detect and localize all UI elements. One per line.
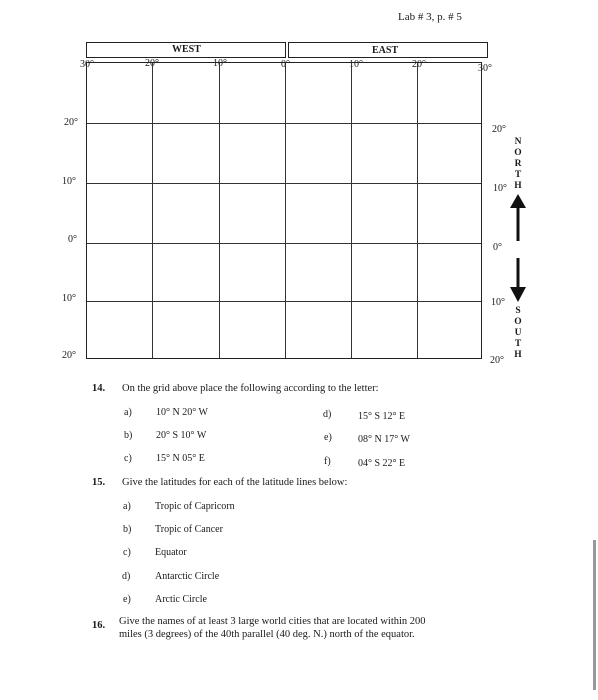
south-arrow-icon: [509, 258, 527, 307]
north-label: [513, 137, 523, 192]
latitude-label-left: 10°: [62, 293, 76, 304]
direction-letter: R: [514, 159, 522, 169]
q16-number: 16.: [92, 620, 106, 631]
latitude-label-right: 20°: [490, 355, 504, 366]
direction-letter: T: [514, 170, 522, 180]
q14-e-value: 08° N 17° W: [358, 434, 410, 445]
direction-letter: H: [514, 350, 522, 360]
longitude-label: 0°: [281, 59, 290, 70]
direction-letter: T: [514, 339, 522, 349]
q14-f-letter: f): [324, 456, 331, 467]
longitude-label: 10°: [349, 59, 363, 70]
latitude-label-right: 10°: [493, 183, 507, 194]
q14-c-value: 15° N 05° E: [156, 453, 205, 464]
direction-letter: O: [514, 317, 522, 327]
q15-b-letter: b): [123, 524, 132, 535]
west-label: WEST: [172, 44, 201, 55]
q15-c-value: Equator: [155, 547, 187, 558]
direction-letter: O: [514, 148, 522, 158]
direction-letter: N: [514, 137, 522, 147]
q15-prompt: Give the latitudes for each of the latitude lines below:: [122, 477, 348, 488]
q14-number: 14.: [92, 383, 106, 394]
q15-d-value: Antarctic Circle: [155, 571, 220, 582]
east-label: EAST: [372, 45, 399, 56]
latitude-label-left: 20°: [62, 350, 76, 361]
latitude-label-left: 0°: [68, 234, 77, 245]
latitude-label-right: 10°: [491, 297, 505, 308]
q15-e-letter: e): [123, 594, 131, 605]
q14-a-value: 10° N 20° W: [156, 407, 208, 418]
q14-prompt: On the grid above place the following according to the letter:: [122, 383, 379, 394]
q16-text-line2: miles (3 degrees) of the 40th parallel (40 deg. N.) north of the equator.: [119, 629, 415, 640]
q15-a-letter: a): [123, 501, 131, 512]
q15-b-value: Tropic of Cancer: [155, 524, 223, 535]
q14-d-value: 15° S 12° E: [358, 411, 406, 422]
q14-b-value: 20° S 10° W: [156, 430, 207, 441]
q14-b-letter: b): [124, 430, 133, 441]
direction-letter: S: [515, 306, 521, 316]
q14-a-letter: a): [124, 407, 132, 418]
longitude-label: 10°: [213, 58, 227, 69]
q15-d-letter: d): [122, 571, 131, 582]
scrollbar[interactable]: [593, 540, 596, 690]
q15-e-value: Arctic Circle: [155, 594, 207, 605]
longitude-label: 20°: [412, 59, 426, 70]
q14-d-letter: d): [323, 409, 332, 420]
q15-c-letter: c): [123, 547, 131, 558]
longitude-label: 20°: [145, 58, 159, 69]
latitude-label-right: 20°: [492, 124, 506, 135]
q14-f-value: 04° S 22° E: [358, 458, 406, 469]
longitude-label: 30°: [478, 63, 492, 74]
q14-c-letter: c): [124, 453, 132, 464]
q15-a-value: Tropic of Capricorn: [155, 501, 235, 512]
lab-reference: Lab # 3, p. # 5: [398, 11, 462, 23]
direction-letter: U: [514, 328, 522, 338]
q14-e-letter: e): [324, 432, 332, 443]
lat-long-grid: [86, 62, 482, 359]
q15-number: 15.: [92, 477, 106, 488]
longitude-label: 30°: [80, 59, 94, 70]
south-label: [513, 306, 523, 361]
direction-letter: H: [514, 181, 522, 191]
latitude-label-left: 20°: [64, 117, 78, 128]
latitude-label-left: 10°: [62, 176, 76, 187]
q16-text-line1: Give the names of at least 3 large world cities that are located within 200: [119, 616, 426, 627]
latitude-label-right: 0°: [493, 242, 502, 253]
